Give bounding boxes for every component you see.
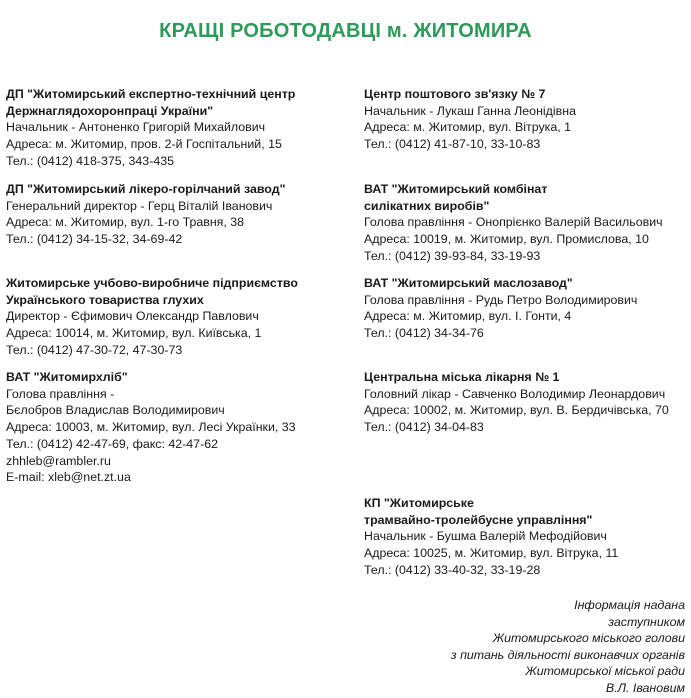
employer-address: Адреса: м. Житомир, вул. І. Гонти, 4 xyxy=(364,309,572,324)
employer-entry xyxy=(6,369,296,486)
employer-name: Центральна міська лікарня № 1 xyxy=(364,370,560,384)
employer-phone: Тел.: (0412) 41-87-10, 33-10-83 xyxy=(364,137,541,152)
employer-director: Начальник - Бушма Валерій Мефодійович xyxy=(364,529,607,544)
employer-address: Адреса: 10025, м. Житомир, вул. Вітрука, 11 xyxy=(364,546,619,561)
employer-email: E-mail: xleb@net.zt.ua xyxy=(6,470,131,485)
employer-address: Адреса: 10019, м. Житомир, вул. Промислова, 10 xyxy=(364,232,649,247)
employer-director: Директор - Єфимович Олександр Павлович xyxy=(6,309,259,324)
employer-director: Голова правління - Онопрієнко Валерій Васильович xyxy=(364,215,663,230)
employer-director: Начальник - Лукаш Ганна Леонідівна xyxy=(364,103,576,118)
employer-address: Адреса: 10003, м. Житомир, вул. Лесі Українки, 33 xyxy=(6,420,296,435)
employer-phone: Тел.: (0412) 34-15-32, 34-69-42 xyxy=(6,232,183,247)
employer-phone: Тел.: (0412) 34-34-76 xyxy=(364,326,484,341)
employer-phone: Тел.: (0412) 42-47-69, факс: 42-47-62 xyxy=(6,436,218,451)
employer-phone: Тел.: (0412) 47-30-72, 47-30-73 xyxy=(6,342,183,357)
source-note-line: Житомирської міської ради xyxy=(525,664,685,678)
source-note-line: Інформація надана xyxy=(574,598,685,612)
source-note-line: В.Л. Івановим xyxy=(605,680,685,695)
employer-entry xyxy=(364,86,576,153)
employer-entry xyxy=(6,275,298,359)
employer-phone: Тел.: (0412) 39-93-84, 33-19-93 xyxy=(364,248,541,263)
employer-director: Начальник - Антоненко Григорій Михайлович xyxy=(6,120,266,135)
employer-name: Центр поштового зв'язку № 7 xyxy=(364,87,546,101)
employer-name: ВАТ "Житомирхліб" xyxy=(6,370,128,384)
employer-name: КП "Житомирське трамвайно-тролейбусне управління" xyxy=(364,496,593,527)
employer-director: Головний лікар - Савченко Володимир Леонардович xyxy=(364,386,666,401)
employer-email: zhhleb@rambler.ru xyxy=(6,453,111,468)
employer-name: ВАТ "Житомирський маслозавод" xyxy=(364,276,573,290)
employer-director-title: Голова правління - xyxy=(6,386,115,401)
employer-address: Адреса: м. Житомир, вул. 1-го Травня, 38 xyxy=(6,215,245,230)
employer-name: ДП "Житомирський експертно-технічний центр Держнаглядохоронпраці України" xyxy=(6,87,296,118)
employer-entry xyxy=(364,181,663,265)
source-note xyxy=(451,597,685,696)
employer-director: Бєлобров Владислав Володимирович xyxy=(6,403,225,418)
employer-entry xyxy=(364,495,618,579)
source-note-line: Житомирського міського голови xyxy=(492,631,685,645)
employer-director: Голова правління - Рудь Петро Володимирович xyxy=(364,292,638,307)
employer-entry xyxy=(364,275,637,342)
employer-entry xyxy=(364,369,669,436)
employer-address: Адреса: м. Житомир, вул. Вітрука, 1 xyxy=(364,120,572,135)
page-title: КРАЩІ РОБОТОДАВЦІ м. ЖИТОМИРА xyxy=(159,20,532,42)
employer-address: Адреса: 10002, м. Житомир, вул. В. Бердичівська, 70 xyxy=(364,403,669,418)
employer-address: Адреса: м. Житомир, пров. 2-й Госпітальний, 15 xyxy=(6,137,282,152)
employer-name: ДП "Житомирський лікеро-горілчаний завод" xyxy=(6,182,286,196)
employer-entry xyxy=(6,181,285,248)
employer-phone: Тел.: (0412) 33-40-32, 33-19-28 xyxy=(364,562,541,577)
employer-phone: Тел.: (0412) 418-375, 343-435 xyxy=(6,153,174,168)
employer-name: Житомирське учбово-виробниче підприємство Українського товариства глухих xyxy=(6,276,298,307)
employer-entry xyxy=(6,86,295,170)
employer-phone: Тел.: (0412) 34-04-83 xyxy=(364,420,484,435)
employer-address: Адреса: 10014, м. Житомир, вул. Київська, 1 xyxy=(6,326,262,341)
source-note-line: з питань діяльності виконавчих органів xyxy=(450,647,685,662)
employer-name: ВАТ "Житомирський комбінат силікатних виробів" xyxy=(364,182,548,213)
source-note-line: заступником xyxy=(608,614,685,629)
employer-director: Генеральний директор - Герц Віталій Іванович xyxy=(6,198,273,213)
